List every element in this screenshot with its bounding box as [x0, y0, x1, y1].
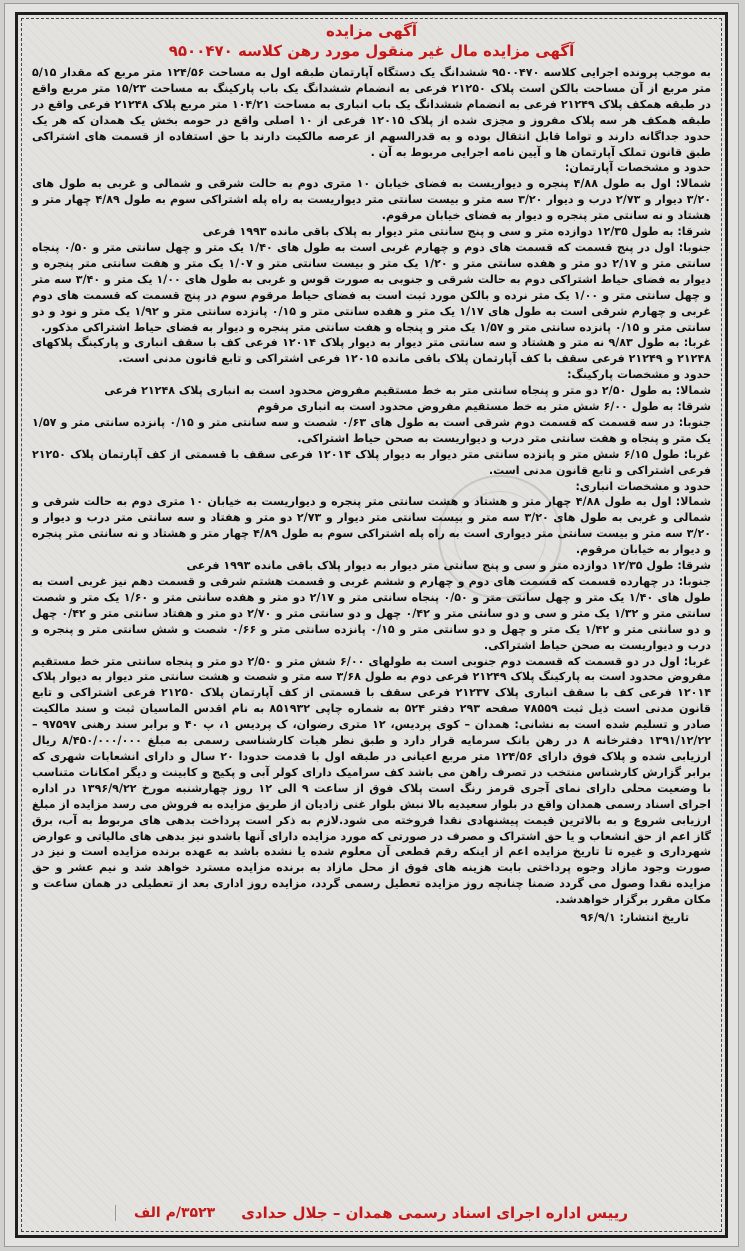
parking-west: غربا: طول ۶/۱۵ شش متر و پانزده سانتی متر دیوار به دیوار پلاک ۱۲۰۱۴ فرعی سقف با قسمتی از کف آپارتمان پلاک ۲۱۲۵۰ فرعی اشتراکی و تابع قانون مدنی است.	[32, 447, 711, 477]
apartment-east: شرقا: به طول ۱۲/۳۵ دوازده متر و سی و پنج سانتی متر دیوار به پلاک باقی مانده ۱۹۹۳ فرعی	[202, 225, 711, 239]
storage-south: جنوبا: در چهارده قسمت که قسمت های دوم و چهارم و ششم غربی و قسمت هشتم شرقی و قسمت دهم نیز غربی است به طول های ۱/۴۰ یک متر و چهل سانتی متر و ۰/۵۰ پنجاه سانتی متر و ۲/۱۷ دو متر و هفده سانتی متر و ۱/۶۰ یک متر و شصت سانتی متر و ۱/۳۲ یک متر و سی و دو سانتی متر و ۰/۴۲ چهل و دو سانتی متر و ۲/۷۰ دو متر و هفتاد سانتی متر و ۰/۴۲ چهل و دو سانتی متر و ۱/۴۲ یک متر و چهل و دو سانتی متر و ۰/۱۵ پانزده سانتی متر و ۰/۶۶ شصت و شش سانتی متر و پنجره و درب و دیواریست به صحن حیاط اشتراکی.	[32, 575, 712, 652]
publish-date: تاریخ انتشار: ۹۶/۹/۱	[580, 911, 689, 925]
parking-south: جنوبا: در سه قسمت که قسمت دوم شرقی است به طول های ۰/۶۳ شصت و سه سانتی متر و ۰/۱۵ پانزده سانتی متر و ۱/۵۷ یک متر و پنجاه و هفت سانتی متر درب و دیواریست به صحن حیاط اشتراکی.	[32, 415, 711, 445]
apartment-north: شمالا: اول به طول ۴/۸۸ پنجره و دیواریست به فضای خیابان ۱۰ متری دوم به حالت شرقی و شمالی و غربی به طول های ۳/۲۰ دیوار و ۲/۷۳ درب و دیوار ۳/۲۰ سه متر و بیست سانتی متر دیواریست به راه پله اشتراکی سوم به طول ۴/۸۹ چهار متر و هشتاد و نه سانتی متر پنجره و دیوار به فضای خیابان مرقوم.	[32, 177, 712, 223]
notice-code: ۳۵۲۳/م الف	[115, 1205, 215, 1221]
notice-body	[32, 21, 711, 1225]
section-storage-bounds: حدود و مشخصات انباری:	[575, 479, 711, 493]
storage-north: شمالا: اول به طول ۴/۸۸ چهار متر و هشتاد و هشت سانتی متر پنجره و دیواریست به خیابان ۱۰ متری دوم به حالت شرقی و شمالی و غربی به طول های ۳/۲۰ سه متر و بیست سانتی متر دیوار و ۲/۷۳ دو متر و هفتاد و سه سانتی متر درب و دیوار و ۳/۲۰ سه متر و بیست سانتی متر دیواری است به راه پله اشتراکی سوم به طول ۴/۸۹ چهار متر و هشتاد و نه سانتی متر پنجره و دیوار به خیابان مرقوم.	[32, 495, 711, 557]
parking-north: شمالا: به طول ۲/۵۰ دو متر و پنجاه سانتی متر به خط مستقیم مفروض محدود است به انباری پلاک ۲۱۲۴۸ فرعی	[104, 384, 711, 398]
notice-subheading: آگهی مزایده مال غیر منقول مورد رهن کلاسه ۹۵۰۰۴۷۰	[168, 42, 575, 60]
parking-east: شرقا: به طول ۶/۰۰ شش متر به خط مستقیم مفروض محدود است به انباری مرقوم	[257, 400, 711, 414]
notice-frame	[15, 12, 728, 1238]
storage-west-and-terms: غربا: اول در دو قسمت که قسمت دوم جنوبی است به طولهای ۶/۰۰ شش متر و ۲/۵۰ دو متر و پنجاه سانتی متر خط مستقیم مفروض محدود است به پارکینگ پلاک ۲۱۲۴۹ فرعی دوم به طول ۳/۶۸ سه متر و شصت و هشت سانتی متر دیوار به دیوار پلاک ۱۲۰۱۴ فرعی کف با سقف انباری پلاک ۲۱۲۳۷ فرعی سقف با قسمتی از کف آپارتمان پلاک ۲۱۲۵۰ فرعی اشتراکی و تابع قانون مدنی است ذیل ثبت ۷۸۵۵۹ صفحه ۲۹۳ دفتر ۵۲۴ به شماره چاپی ۸۵۱۹۳۲ به نام اقدس الماسیان ثبت و سند مالکیت صادر و تسلیم شده است به نشانی: همدان – کوی پردیس، ۱۲ متری رضوان، ک پردیس ۱، پ ۴۰ و برابر سند رهنی ۹۷۵۹۷ – ۱۳۹۱/۱۲/۲۲ دفترخانه ۸ در رهن بانک سرمایه قرار دارد و طبق نظر هیات کارشناسی رسمی به مبلغ ۸/۴۵۰/۰۰۰/۰۰۰ ریال ارزیابی شده و پلاک فوق دارای ۱۲۴/۵۶ متر مربع اعیانی در طبقه اول با قدمت حدودا ۲۰ سال و دارای انشعابات شهری که برابر گزارش کارشناس منتخب در تصرف راهن می باشد کف سرامیک دارای کولر آبی و پکیج و کابینت و دیگر امکانات متناسب با وضعیت محلی دارای نمای آجری قرمز رنگ است پلاک فوق از ساعت ۹ الی ۱۲ روز چهارشنبه مورخ ۱۳۹۶/۹/۲۲ در اداره اجرای اسناد رسمی همدان واقع در بلوار سعیدیه بالا نبش بلوار غنی زادیان از طریق مزایده به فروش می رسد مزایده از مبلغ ارزیابی شروع و به بالاترین قیمت پیشنهادی نقدا فروخته می شود.لازم به ذکر است پرداخت بدهی های مربوط به آب، برق گاز اعم از حق انشعاب و یا حق اشتراک و مصرف در صورتی که مورد مزایده دارای آنها باشدو نیز بدهی های مالیاتی و عوارض شهرداری و غیره تا تاریخ مزایده اعم از اینکه رقم قطعی آن معلوم شده یا نشده باشد به عهده برنده مزایده است و نیز در صورت وجود مازاد وجوه پرداختی بابت هزینه های فوق از محل مازاد به برنده مزایده مسترد خواهد شد و نیم عشر و حق مزایده نقدا وصول می گردد ضمنا چنانچه روز مزایده تعطیل رسمی گردد، مزایده روز اداری بعد از تعطیلی در همان ساعت و مکان مقرر برگزار خواهدشد.	[32, 654, 712, 907]
storage-east: شرقا: طول ۱۲/۳۵ دوازده متر و سی و پنج سانتی متر دیوار به دیوار پلاک باقی مانده ۱۹۹۳ فرعی	[186, 559, 711, 573]
section-parking-bounds: حدود و مشخصات پارکینگ:	[567, 368, 711, 382]
apartment-south: جنوبا: اول در پنج قسمت که قسمت های دوم و چهارم غربی است به طول های ۱/۴۰ یک متر و چهل سانتی متر و ۰/۵۰ پنجاه سانتی متر و ۲/۱۷ دو متر و هفده سانتی متر و ۱/۲۰ یک متر و بیست سانتی متر و ۱/۰۷ یک متر و هفت سانتی متر پنجره و دیوار به فضای حیاط اشتراکی دوم به حالت شرقی و جنوبی به صورت قوس و غربی به طول های ۱/۰۰ یک متر و ۳/۴۰ سه متر و چهل سانتی متر و ۱/۰۰ یک متر نرده و بالکن مورد ثبت است به فضای حیاط مرقوم سوم در پنج قسمت که قسمت های دوم غربی و چهارم شرقی است به طول های ۱/۱۷ یک متر و هفده سانتی متر و ۰/۱۵ پانزده سانتی متر و ۱/۹۲ یک متر و نود و دو سانتی متر و ۰/۱۵ پانزده سانتی متر و ۱/۵۷ یک متر و پنجاه و هفت سانتی متر پنجره و دیوار به فضای حیاط اشتراکی مذکور.	[32, 240, 712, 334]
newspaper-clipping	[4, 3, 739, 1247]
notice-heading: آگهی مزایده	[325, 22, 418, 40]
signature-row	[32, 1201, 711, 1225]
section-apartment-bounds: حدود و مشخصات آپارتمان:	[564, 161, 711, 175]
signature: رییس اداره اجرای اسناد رسمی همدان – جلال حدادی	[241, 1204, 628, 1222]
paragraph-intro: به موجب پرونده اجرایی کلاسه ۹۵۰۰۴۷۰ ششدانگ یک دستگاه آپارتمان طبقه اول به مساحت ۱۲۴/۵۶ متر مربع که مقدار ۵/۱۵ متر مربع از آن مساحت بالکن است پلاک ۲۱۲۵۰ فرعی به انضمام ششدانگ یک باب پارکینگ به مساحت ۱۵/۲۳ متر مربع واقع در طبقه همکف پلاک ۲۱۲۴۹ فرعی به انضمام ششدانگ یک باب انباری به مساحت ۱۰۴/۲۱ متر مربع پلاک ۲۱۲۴۸ فرعی واقع در طبقه همکف هر سه پلاک مفروز و مجزی شده از پلاک ۱۲۰۱۵ فرعی از ۱۰ اصلی واقع در حومه بخش یک همدان که هر یک حدود جداگانه دارند و تواما قابل انتقال بوده و به قدرالسهم از عرصه مالکیت دارند با حق استفاده از قسمت های اشتراکی طبق قانون تملک آپارتمان ها و آیین نامه اجرایی مربوط به آن .	[32, 66, 711, 159]
apartment-west: غربا: به طول ۹/۸۳ نه متر و هشتاد و سه سانتی متر دیوار به دیوار پلاک ۱۲۰۱۴ فرعی کف با سقف انباری و پارکینگ پلاکهای ۲۱۲۴۸ و ۲۱۲۴۹ فرعی سقف با کف آپارتمان پلاک باقی مانده ۱۲۰۱۵ فرعی اشتراکی و تابع قانون مدنی است.	[32, 336, 711, 366]
